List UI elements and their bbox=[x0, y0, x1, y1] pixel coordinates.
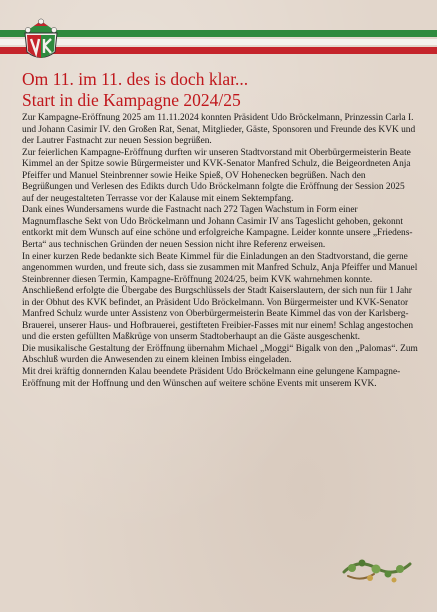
paragraph: Dank eines Wundersamens wurde die Fastnacht nach 272 Tagen Wachstum in Form einer Magnumflasche Sekt von Udo Bröckelmann und Johann Casimir IV ans Tageslicht gehoben, gekonnt entkorkt mit dem Wunsch auf eine schöne und erfolgreiche Kampagne. Leider konnte unsere „Friedens-Berta“ aus technischen Gründen der neuen Session nicht ihre Referenz erweisen. bbox=[22, 205, 413, 251]
paragraph: In einer kurzen Rede bedankte sich Beate Kimmel für die Einladungen an den Stadtvorstand, die gerne angenommen wurden, und freute sich, dass sie zusammen mit Manfred Schulz, Anja Pfeiffer und Manuel Steinbrenner diesen Termin, Kampagne-Eröffnung 2024/25, beim KVK wahrnehmen konnte. bbox=[22, 251, 418, 285]
green-stripe bbox=[0, 30, 437, 37]
green-garland-ornament-icon bbox=[340, 550, 414, 590]
paragraph: Mit drei kräftig donnernden Kalau beendete Präsident Udo Bröckelmann eine gelungene Kampagne-Eröffnung mit der Hoffnung und den Wünschen auf weitere schöne Events mit unserem KVK. bbox=[22, 367, 401, 389]
paragraph: Zur Kampagne-Eröffnung 2025 am 11.11.2024 konnten Präsident Udo Bröckelmann, Prinzessin Carla I. und Johann Casimir IV. den Großen Rat, Senat, Mitglieder, Gäste, Sponsoren und Freunde des KVK und der Lautrer Fastnacht zur neuen Session begrüßen. bbox=[22, 113, 416, 147]
paragraph: Anschließend erfolgte die Übergabe des Burgschlüssels der Stadt Kaiserslautern, der sich nun für 1 Jahr in der Obhut des KVK befindet, an Präsident Udo Bröckelmann. Von Bürgermeister und KVK-Senator Manfred Schulz wurde unter Assistenz von Oberbürgermeisterin Beate Kimmel das von der Karlsberg-Brauerei, unserer Haus- und Hofbrauerei, gestifteten Freibier-Fasses mit nur einem! Schlag angestochen und die ersten gefüllten Maßkrüge von unserm Stadtoberhaupt an die Gäste ausgeschenkt. bbox=[22, 286, 414, 343]
headline bbox=[22, 69, 422, 111]
headline-line-2: Start in die Kampagne 2024/25 bbox=[22, 90, 241, 110]
article-body bbox=[22, 113, 418, 390]
red-stripe bbox=[0, 47, 437, 54]
paragraph: Die musikalische Gestaltung der Eröffnung übernahm Michael „Moggi“ Bigalk von den „Palomas“. Zum Abschluß wurden die Anwesenden zu einem kleinen Imbiss eingeladen. bbox=[22, 343, 418, 366]
white-stripe bbox=[0, 39, 437, 45]
headline-line-1: Om 11. im 11. des is doch klar... bbox=[22, 69, 249, 89]
tricolor-band bbox=[0, 30, 437, 56]
paragraph: Zur feierlichen Kampagne-Eröffnung durften wir unseren Stadtvorstand mit Oberbürgermeisterin Beate Kimmel an der Spitze sowie Bürgermeister und KVK-Senator Manfred Schulz, die Beigeordneten Anja Pfeiffer und Manuel Steinbrenner sowie Heike Spieß, OV Hohenecken begrüßen. Nach den Begrüßungen und Verlesen des Edikts durch Udo Bröckelmann folgte die Eröffnung der Session 2025 auf der neugestalteten Terrasse vor der Kalause mit einem Sektempfang. bbox=[22, 147, 411, 204]
kvk-club-crest-icon bbox=[18, 18, 64, 64]
